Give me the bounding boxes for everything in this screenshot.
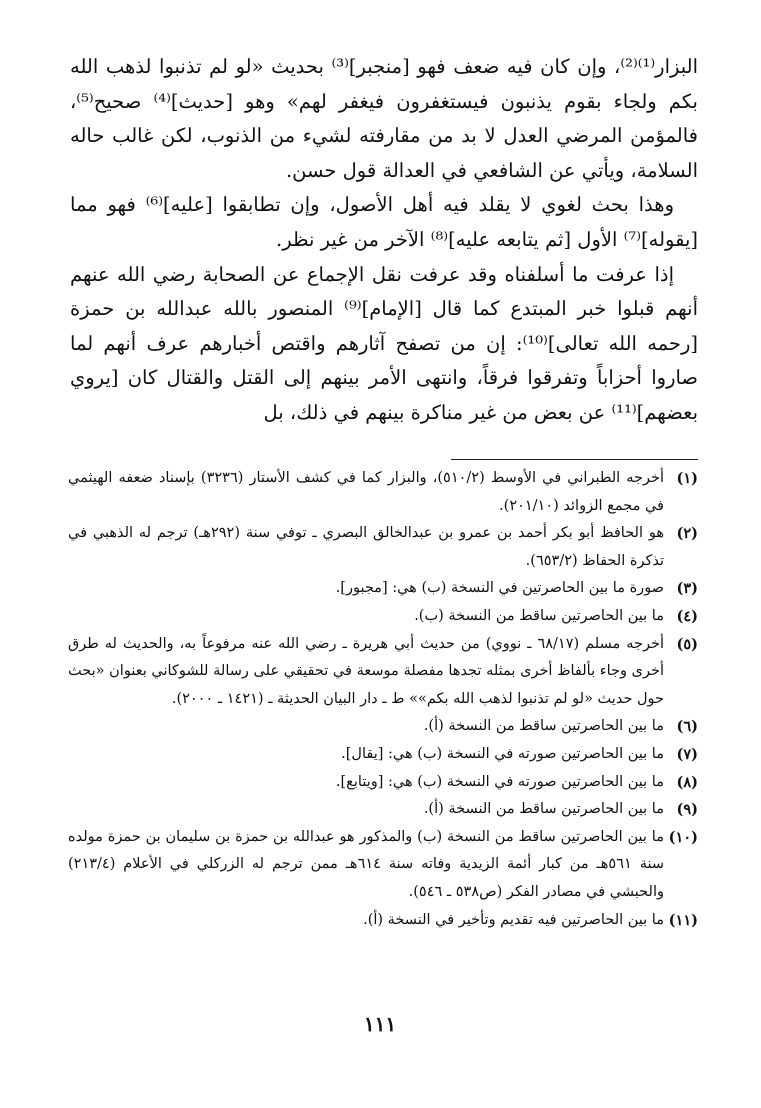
footnote-7 (68, 741, 698, 769)
footnote-number: (٤) (676, 607, 698, 625)
footnote-number: (٨) (676, 773, 698, 791)
footnote-number: (١١) (668, 911, 698, 929)
footnote-text: أخرجه مسلم (٦٨/١٧ ـ نووي) من حديث أبي هريرة ـ رضي الله عنه مرفوعاً به، والحديث له طرق أخرى وجاء بألفاظ أخرى بمثله تجدها مفصلة موسعة في تحقيقي على رسالة للشوكاني بعنوان «بحث حول حديث «لو لم تذنبوا لذهب الله بكم»» ط ـ دار البيان الحديثة ـ (١٤٢١ ـ ٢٠٠٠). (68, 635, 664, 707)
paragraph-3: إذا عرفت ما أسلفناه وقد عرفت نقل الإجماع عن الصحابة رضي الله عنهم أنهم قبلوا خبر المبتدع كما قال [الإمام]⁽⁹⁾ المنصور بالله عبدالله بن حمزة [رحمه الله تعالى]⁽¹⁰⁾: إن من تصفح آثارهم واقتص أخبارهم عرف أنهم لما صاروا أحزاباً وتفرقوا فرقاً، وانتهى الأمر بينهم إلى القتل والقتال كان [يروي بعضهم]⁽¹¹⁾ عن بعض من غير مناكرة بينهم في ذلك، بل (70, 262, 698, 424)
footnote-1 (68, 465, 698, 520)
footnote-text: صورة ما بين الحاصرتين في النسخة (ب) هي: [مجبور]. (335, 580, 664, 597)
footnote-6 (68, 713, 698, 741)
footnote-number: (٥) (676, 635, 698, 653)
footnote-text: هو الحافظ أبو بكر أحمد بن عمرو بن عبدالخالق البصري ـ توفي سنة (٢٩٢هـ) ترجم له الذهبي في تذكرة الحفاظ (٦٥٣/٢). (68, 525, 664, 569)
footnote-number: (٩) (676, 801, 698, 819)
footnote-text: أخرجه الطبراني في الأوسط (٥١٠/٢)، والبزار كما في كشف الأستار (٣٢٣٦) بإسناد ضعفه الهيثمي في مجمع الزوائد (٢٠١/١٠). (68, 470, 664, 514)
paragraph-2: وهذا بحث لغوي لا يقلد فيه أهل الأصول، وإن تطابقوا [عليه]⁽⁶⁾ فهو مما [يقوله]⁽⁷⁾ الأول [ثم يتابعه عليه]⁽⁸⁾ الآخر من غير نظر. (70, 193, 698, 251)
footnote-text: ما بين الحاصرتين ساقط من النسخة (ب) والمذكور هو عبدالله بن حمزة بن سليمان بن حمزة مولده سنة ٥٦١هـ من كبار أئمة الزيدية وفاته سنة ٦١٤هـ ممن ترجم له الزركلي في الأعلام (٢١٣/٤) والحبشي في مصادر الفكر (ص٥٣٨ ـ ٥٤٦). (68, 828, 665, 900)
footnote-text: ما بين الحاصرتين صورته في النسخة (ب) هي: [ويتابع]. (335, 773, 664, 790)
footnote-text: ما بين الحاصرتين ساقط من النسخة (أ). (423, 718, 664, 735)
footnote-8 (68, 769, 698, 797)
footnote-11 (68, 907, 698, 935)
footnote-number: (٦) (676, 718, 698, 736)
footnote-text: ما بين الحاصرتين ساقط من النسخة (أ). (423, 801, 664, 818)
footnote-text: ما بين الحاصرتين صورته في النسخة (ب) هي: [يقال]. (341, 745, 664, 762)
footnote-10 (68, 824, 698, 907)
footnote-text: ما بين الحاصرتين ساقط من النسخة (ب). (414, 607, 664, 624)
footnote-number: (٣) (676, 580, 698, 598)
footnote-number: (١٠) (668, 828, 698, 846)
footnote-5 (68, 631, 698, 714)
footnote-number: (٢) (676, 525, 698, 543)
main-text (70, 50, 698, 431)
footnotes (68, 465, 698, 934)
footnote-9 (68, 796, 698, 824)
footnote-3 (68, 575, 698, 603)
paragraph-1: البزار⁽¹⁾⁽²⁾، وإن كان فيه ضعف فهو [منجبر]⁽³⁾ بحديث «لو لم تذنبوا لذهب الله بكم ولجاء بقوم يذنبون فيستغفرون فيغفر لهم» وهو [حديث]⁽⁴⁾ صحيح⁽⁵⁾، فالمؤمن المرضي العدل لا بد من مقارفته لشيء من الذنوب، لكن غالب حاله السلامة، ويأتي عن الشافعي في العدالة قول حسن. (70, 55, 698, 182)
footnote-number: (٧) (676, 745, 698, 763)
footnote-number: (١) (676, 470, 698, 487)
footnote-4 (68, 603, 698, 631)
footnote-text: ما بين الحاصرتين فيه تقديم وتأخير في النسخة (أ). (363, 911, 664, 928)
footnote-2 (68, 520, 698, 575)
footnote-separator (451, 459, 698, 460)
page-number: ١١١ (363, 1012, 397, 1036)
